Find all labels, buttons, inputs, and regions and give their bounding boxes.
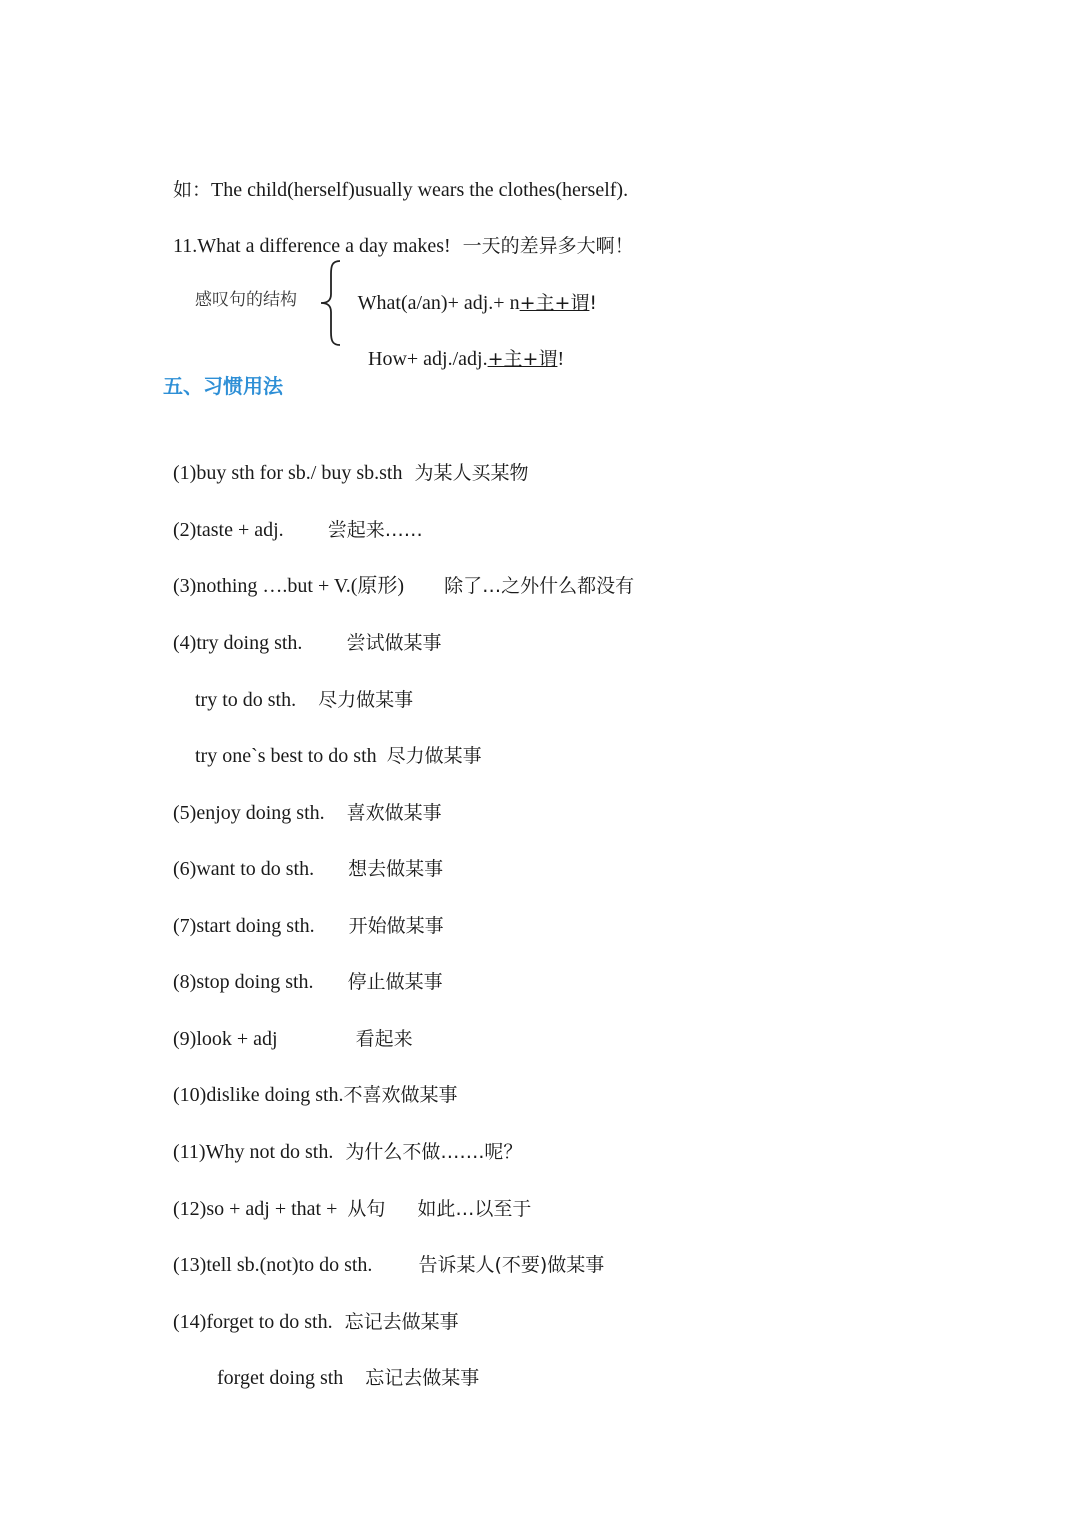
phrase-cn: 喜欢做某事 <box>346 802 442 824</box>
phrase-cn: 尝试做某事 <box>346 632 442 654</box>
structure-line-what <box>348 258 597 318</box>
phrase-en: (7)start doing sth. <box>173 915 315 937</box>
phrase-cn-2: 如此…以至于 <box>417 1198 532 1220</box>
phrase-en: (2)taste + adj. <box>173 519 284 541</box>
phrase-en: try to do sth. <box>195 689 297 711</box>
phrase-item <box>163 824 443 884</box>
phrase-item <box>163 541 634 601</box>
phrase-item <box>163 937 443 997</box>
phrase-item <box>185 655 413 715</box>
phrase-en: (11)Why not do sth. <box>173 1141 334 1163</box>
phrase-item <box>207 1333 479 1393</box>
phrase-en: (13)tell sb.(not)to do sth. <box>173 1254 373 1276</box>
structure-what-mark: ! <box>589 292 598 314</box>
structure-what-subject-verb: +主+谓 <box>519 292 590 314</box>
item-11-en: 11.What a difference a day makes! <box>173 235 451 257</box>
structure-line-how <box>358 314 564 374</box>
phrase-cn: 想去做某事 <box>348 858 444 880</box>
example-line <box>163 145 628 205</box>
phrase-en: (3)nothing ….but + V.(原形) <box>173 575 405 597</box>
phrase-item <box>163 994 413 1054</box>
phrase-cn: 尽力做某事 <box>386 745 482 767</box>
structure-what-part: What(a/an)+ adj.+ n <box>357 292 520 314</box>
phrase-cn: 从句 <box>347 1198 386 1220</box>
phrase-item <box>163 1164 531 1224</box>
phrase-en: (6)want to do sth. <box>173 858 315 880</box>
phrase-cn: 尝起来…… <box>327 519 423 541</box>
phrase-en: (4)try doing sth. <box>173 632 303 654</box>
phrase-cn: 不喜欢做某事 <box>343 1084 458 1106</box>
structure-how-part: How+ adj./adj. <box>368 348 488 370</box>
phrase-item <box>163 485 423 545</box>
structure-how-subject-verb: +主+谓 <box>487 348 558 370</box>
structure-label: 感叹句的结构 <box>195 290 297 310</box>
phrase-en: (5)enjoy doing sth. <box>173 802 325 824</box>
phrase-cn: 为什么不做…….呢？ <box>345 1141 523 1163</box>
phrase-cn: 忘记去做某事 <box>365 1367 480 1389</box>
phrase-cn: 停止做某事 <box>347 971 443 993</box>
section-heading: 五、习惯用法 <box>163 374 283 398</box>
phrase-en: (10)dislike doing sth. <box>173 1084 344 1106</box>
phrase-cn: 除了…之外什么都没有 <box>444 575 635 597</box>
phrase-item <box>163 881 444 941</box>
phrase-item <box>163 428 528 488</box>
phrase-en: (12)so + adj + that + <box>173 1198 338 1220</box>
phrase-cn: 看起来 <box>355 1028 413 1050</box>
phrase-item <box>163 1050 458 1110</box>
phrase-en: (14)forget to do sth. <box>173 1311 333 1333</box>
item-11 <box>163 201 634 261</box>
phrase-item <box>163 768 442 828</box>
phrase-item <box>163 1107 522 1167</box>
curly-brace-icon <box>316 258 346 348</box>
phrase-item <box>163 1277 459 1337</box>
phrase-cn: 为某人买某物 <box>414 462 529 484</box>
example-prefix: 如： <box>173 179 212 201</box>
phrase-en: forget doing sth <box>217 1367 344 1389</box>
phrase-cn: 尽力做某事 <box>318 689 414 711</box>
structure-how-mark: ! <box>557 348 565 370</box>
phrase-cn: 忘记去做某事 <box>344 1311 459 1333</box>
phrase-en: (8)stop doing sth. <box>173 971 314 993</box>
phrase-en: (1)buy sth for sb./ buy sb.sth <box>173 462 403 484</box>
phrase-en: try one`s best to do sth <box>195 745 377 767</box>
example-text: The child(herself)usually wears the clothes(herself). <box>211 179 629 201</box>
phrase-cn: 开始做某事 <box>348 915 444 937</box>
phrase-item <box>163 1220 604 1280</box>
phrase-item <box>185 711 482 771</box>
phrase-item <box>163 598 441 658</box>
item-11-cn: 一天的差异多大啊！ <box>462 235 634 257</box>
phrase-cn: 告诉某人(不要)做某事 <box>418 1254 605 1276</box>
phrase-en: (9)look + adj <box>173 1028 278 1050</box>
